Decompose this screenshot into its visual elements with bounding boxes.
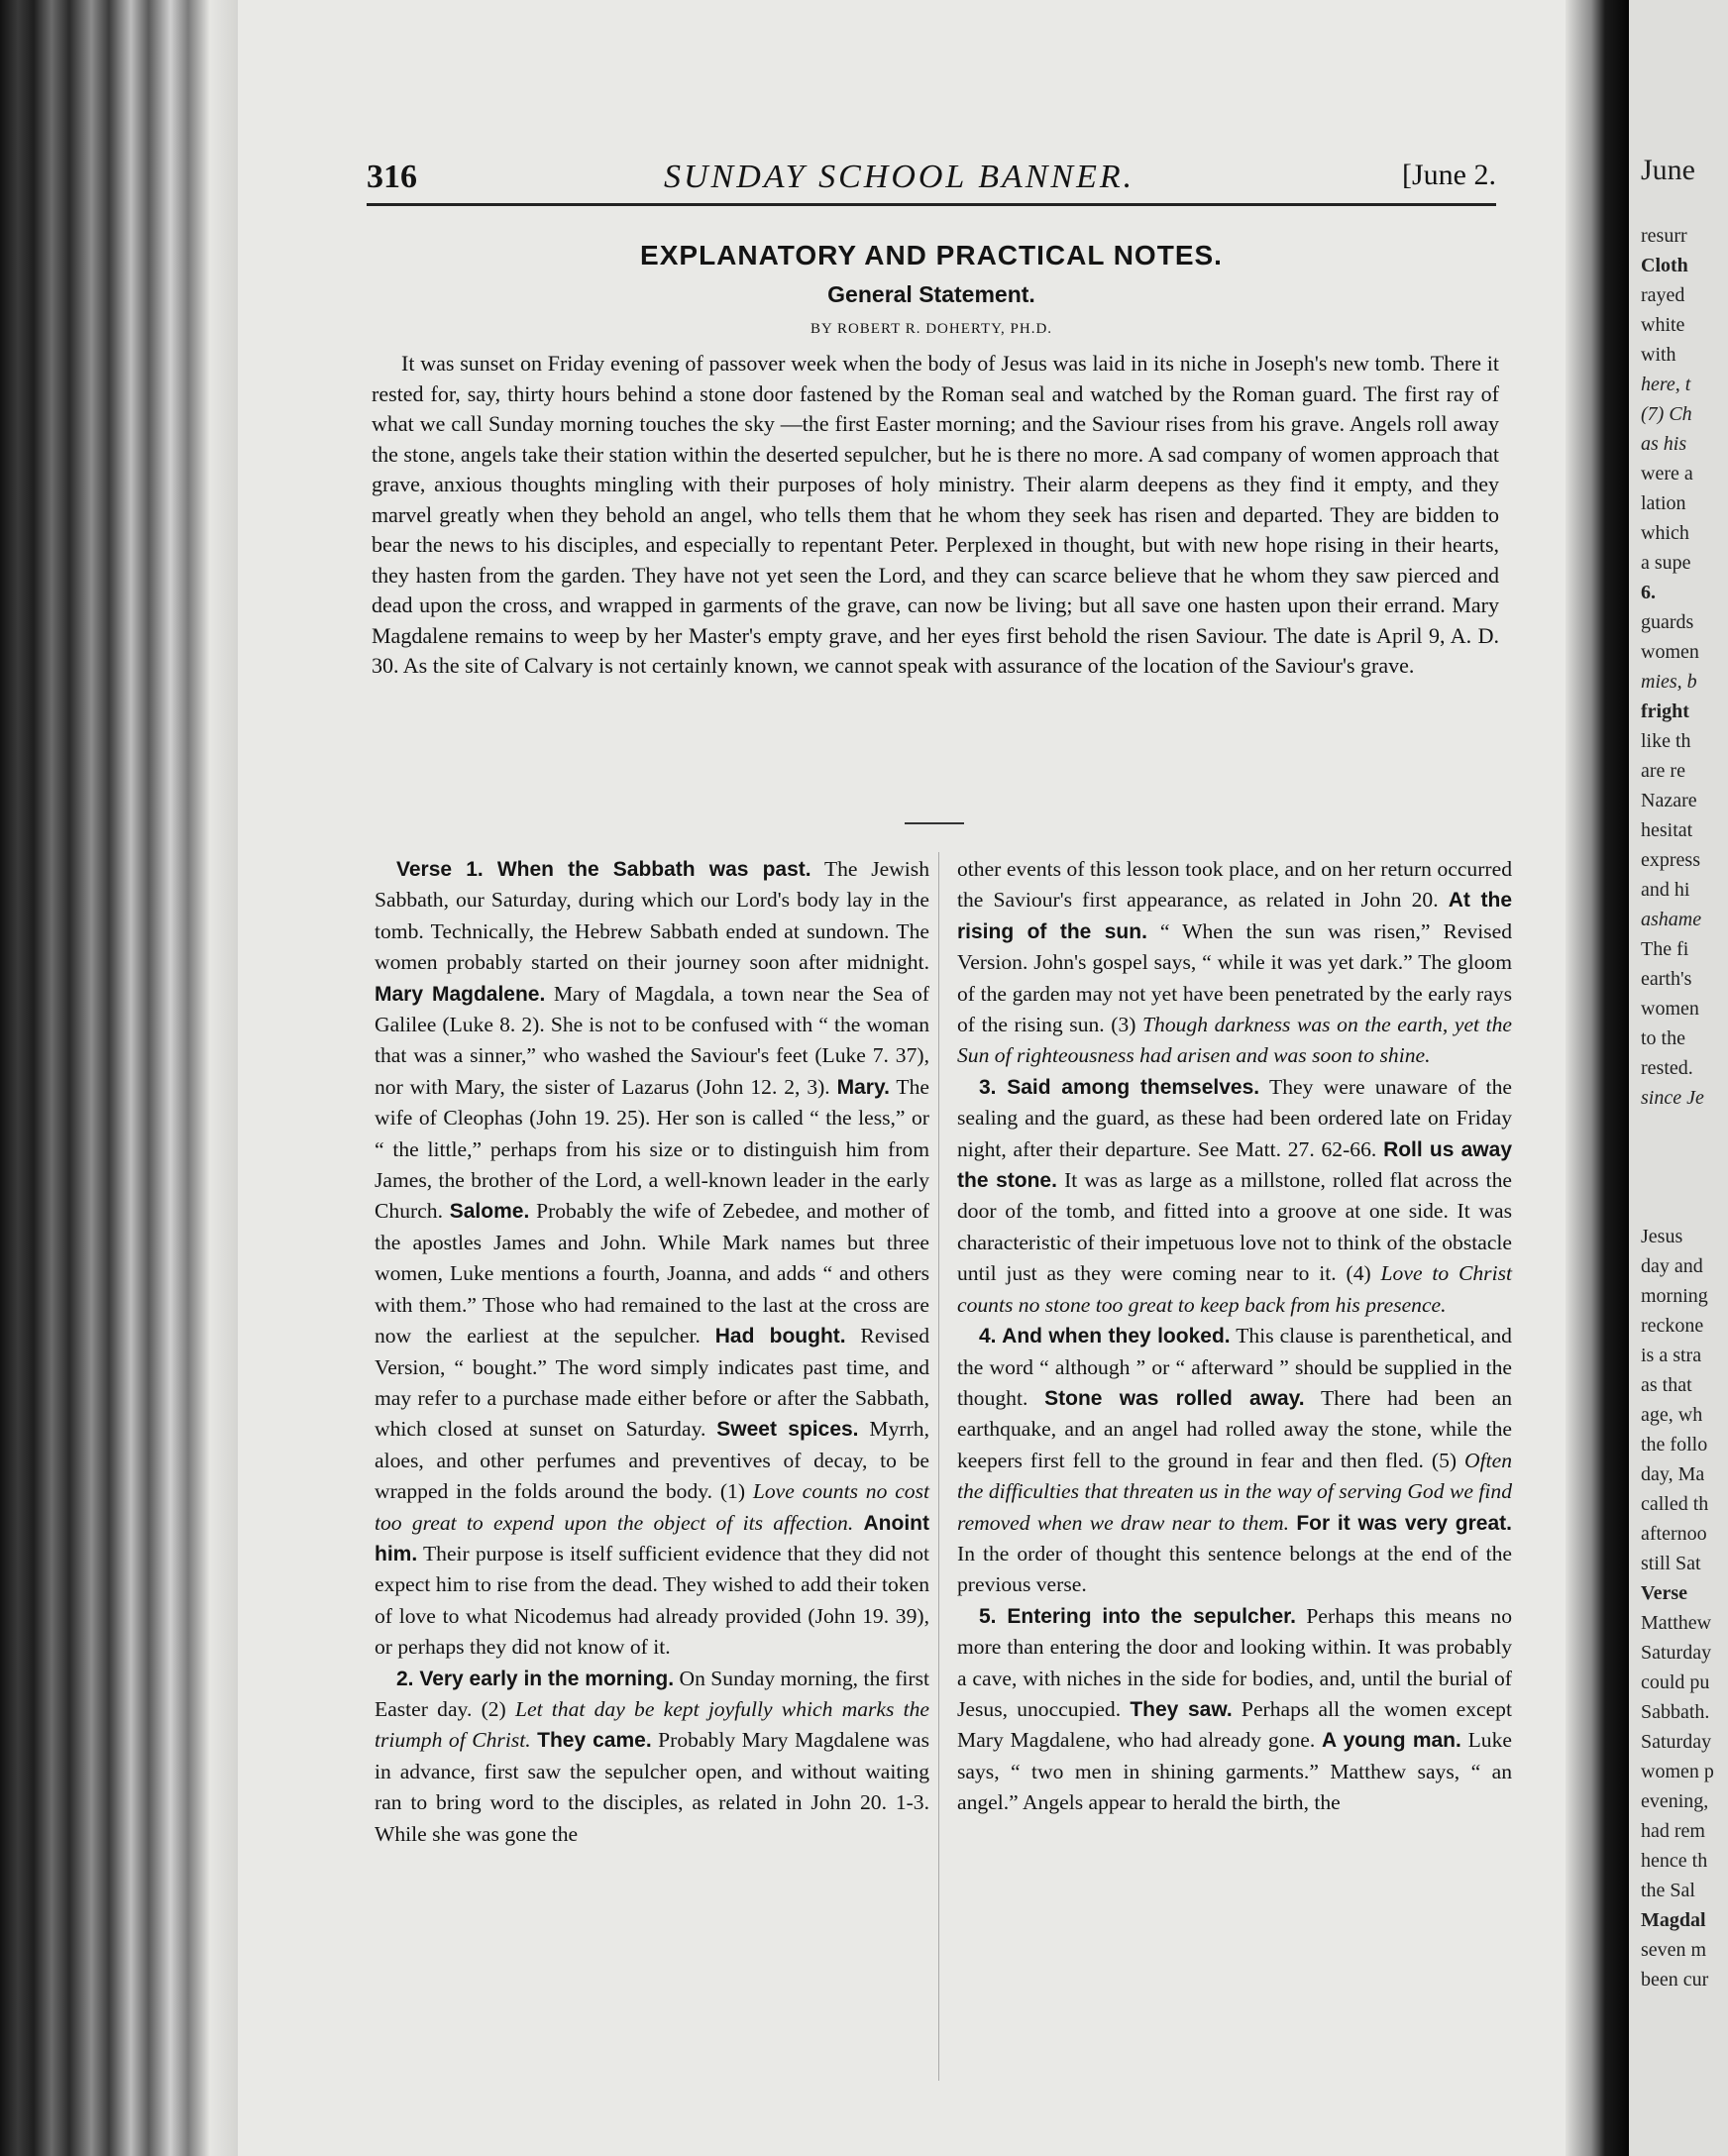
next-page-line: white	[1641, 314, 1685, 336]
term-heading: Had bought.	[714, 1325, 846, 1348]
next-page-line: earth's	[1641, 968, 1692, 990]
term-heading: Roll us away the stone.	[957, 1137, 1512, 1193]
next-page-line: as that	[1641, 1374, 1692, 1396]
next-page-edge	[1629, 0, 1728, 2156]
column-rule	[938, 852, 939, 2081]
next-page-line: 6.	[1641, 582, 1656, 603]
next-page-line: had rem	[1641, 1820, 1705, 1842]
next-page-line: still Sat	[1641, 1553, 1701, 1574]
next-page-line: Cloth	[1641, 255, 1688, 276]
note-text: Revised Version, “ bought.” The word simply indicates past time, and may refer to a purchase made either before or after the Sabbath, which closed at sunset on Saturday.	[375, 1324, 929, 1442]
note-text: other events of this lesson took place, and on her return occurred the Saviour's first appearance, as related in John 20.	[957, 857, 1512, 913]
note-text: Myrrh, aloes, and other perfumes and preventives of decay, to be wrapped in the folds around the body. (1)	[375, 1417, 929, 1504]
next-page-line: Magdal	[1641, 1909, 1706, 1931]
next-page-header: June	[1641, 154, 1695, 186]
practical-lesson: Often the difficulties that threaten us in the way of serving God we find removed when we draw near to them.	[957, 1448, 1512, 1535]
next-page-line: hence th	[1641, 1850, 1708, 1872]
verse-heading: 5. Entering into the sepulcher.	[979, 1604, 1296, 1628]
next-page-line: with	[1641, 344, 1676, 366]
term-heading: For it was very great.	[1296, 1511, 1512, 1535]
next-page-line: morning	[1641, 1285, 1708, 1307]
next-page-line: rayed	[1641, 284, 1685, 306]
note-text: Luke says, “ two men in shining garments.” Matthew says, “ an angel.” Angels appear to herald the birth, the	[957, 1728, 1512, 1815]
next-page-line: Saturday	[1641, 1642, 1712, 1664]
note-text: Perhaps this means no more than entering the door and looking within. It was probably a cave, with niches in the side for bodies, and, until the burial of Jesus, unoccupied.	[957, 1603, 1512, 1721]
next-page-line: as his	[1641, 433, 1687, 455]
note-text: Perhaps all the women except Mary Magdalene, who had already gone.	[957, 1696, 1512, 1753]
note-text: “ When the sun was risen,” Revised Version. John's gospel says, “ while it was yet dark.” The gloom of the garden may not yet have been penetrated by the early rays of the rising sun. (3)	[957, 918, 1513, 1037]
next-page-line: is a stra	[1641, 1345, 1702, 1366]
next-page-line: lation	[1641, 492, 1686, 514]
next-page-line: since Je	[1641, 1087, 1704, 1109]
note-text: Probably the wife of Zebedee, and mother of the apostles James and John. While Mark names but three women, Luke mentions a fourth, Joanna, and adds “ and others with them.” Those who had remained to the last at the cross are now the earliest at the sepulcher.	[375, 1199, 930, 1348]
practical-lesson: Though darkness was on the earth, yet the Sun of righteousness had arisen and was soon to shine.	[957, 1013, 1512, 1068]
term-heading: They came.	[537, 1729, 652, 1753]
note-text: Probably Mary Magdalene was in advance, first saw the sepulcher open, and without waiting ran to bring word to the disciples, as related in John 20. 1-3. While she was gone the	[375, 1728, 929, 1846]
general-statement: It was sunset on Friday evening of passover week when the body of Jesus was laid in its niche in Joseph's new tomb. There it rested for, say, thirty hours behind a stone door fastened by the Roman seal and watched by the Roman guard. The first ray of what we call Sunday morning touches the sky —the first Easter morning; and the Saviour rises from his grave. Angels roll away the stone, angels take their station within the deserted sepulcher, but he is there no more. A sad company of women approach that grave, anxious thoughts mingling with their purposes of holy ministry. Their alarm deepens as they find it empty, and they marvel greatly when they behold an angel, who tells them that he whom they seek has risen and departed. They are bidden to bear the news to his disciples, and especially to repentant Peter. Perplexed in thought, but with new hope rising in their hearts, they hasten from the garden. They have not yet seen the Lord, and they can scarce believe that he whom they saw pierced and dead upon the cross, and wrapped in garments of the grave, can now be living; but all save one hasten upon their errand. Mary Magdalene remains to weep by her Master's empty grave, and her eyes first behold the risen Saviour. The date is April 9, A. D. 30. As the site of Calvary is not certainly known, we cannot speak with assurance of the location of the Saviour's grave.	[372, 351, 1499, 678]
term-heading: A young man.	[1322, 1729, 1461, 1753]
term-heading: They saw.	[1130, 1697, 1233, 1721]
next-page-line: Jesus	[1641, 1226, 1683, 1247]
verse-heading: 3. Said among themselves.	[979, 1075, 1260, 1099]
next-page-line: seven m	[1641, 1939, 1707, 1961]
note-text: There had been an earthquake, and an angel had rolled away the stone, while the keepers first fell to the ground in fear and then fled. (5)	[957, 1385, 1513, 1472]
note-text: It was as large as a millstone, rolled flat across the door of the tomb, and fitted into a groove at one side. It was characteristic of their impetuous love not to think of the obstacle until just as they were coming near to it. (4)	[957, 1168, 1512, 1286]
issue-date: [June 2.	[1402, 159, 1496, 191]
verse-5-note	[957, 1601, 1512, 1819]
next-page-line: been cur	[1641, 1969, 1709, 1991]
next-page-line: guards	[1641, 611, 1694, 633]
next-page-line: reckone	[1641, 1315, 1704, 1337]
next-page-line: fright	[1641, 701, 1689, 722]
term-heading: Sweet spices.	[716, 1418, 859, 1442]
next-page-line: Sabbath.	[1641, 1701, 1710, 1723]
term-heading: Mary Magdalene.	[375, 982, 546, 1006]
article-title: EXPLANATORY AND PRACTICAL NOTES.	[640, 240, 1223, 270]
term-heading: Anoint him.	[375, 1511, 929, 1565]
next-page-line: called th	[1641, 1493, 1709, 1515]
right-column	[957, 854, 1512, 1819]
note-text: Their purpose is itself sufficient evidence that they did not expect him to rise from the dead. They wished to add their token of love to what Nicodemus had already provided (John 19. 39), or perhaps they did not know of it.	[375, 1541, 929, 1660]
verse-heading: 2. Very early in the morning.	[396, 1667, 675, 1690]
practical-lesson: Love counts no cost too great to expend upon the object of its affection.	[375, 1479, 929, 1535]
next-page-line: are re	[1641, 760, 1685, 782]
practical-lesson: Love to Christ counts no stone too great to keep back from his presence.	[957, 1261, 1512, 1317]
next-page-line: Nazare	[1641, 790, 1697, 811]
next-page-line: Matthew	[1641, 1612, 1712, 1634]
note-text: The wife of Cleophas (John 19. 25). Her son is called “ the less,” or “ the little,” perhaps from his size or to distinguish him from James, the brother of the Lord, a well-known leader in the early Church.	[375, 1074, 929, 1224]
term-heading: Stone was rolled away.	[1044, 1386, 1305, 1410]
next-page-line: which	[1641, 522, 1689, 544]
term-heading: Salome.	[449, 1200, 530, 1224]
next-page-line: could pu	[1641, 1671, 1710, 1693]
page-number: 316	[367, 159, 417, 195]
next-page-line: (7) Ch	[1641, 403, 1692, 425]
verse-heading: Verse 1. When the Sabbath was past.	[396, 858, 811, 881]
next-page-line: were a	[1641, 463, 1693, 485]
next-page-line: mies, b	[1641, 671, 1697, 693]
left-column	[375, 854, 929, 1850]
continued-note	[957, 854, 1512, 1072]
verse-heading: 4. And when they looked.	[979, 1325, 1231, 1348]
next-page-line: hesitat	[1641, 819, 1693, 841]
section-divider	[905, 822, 964, 824]
next-page-line: like th	[1641, 730, 1691, 752]
term-heading: At the rising of the sun.	[957, 889, 1513, 943]
verse-4-note	[957, 1321, 1512, 1601]
note-text: Mary of Magdala, a town near the Sea of Galilee (Luke 8. 2). She is not to be confused with “ the woman that was a sinner,” who washed the Saviour's feet (Luke 7. 37), nor with Mary, the sister of Lazarus (John 12. 2, 3).	[375, 981, 929, 1099]
next-page-line: Verse	[1641, 1582, 1688, 1604]
practical-lesson: Let that day be kept joyfully which marks the triumph of Christ.	[375, 1696, 929, 1753]
next-page-line: women p	[1641, 1761, 1714, 1782]
next-page-line: women	[1641, 641, 1699, 663]
verse-2-note	[375, 1664, 929, 1850]
next-page-line: the Sal	[1641, 1880, 1695, 1901]
next-page-line: to the	[1641, 1027, 1685, 1049]
note-text: This clause is parenthetical, and the word “ although ” or “ afterward ” should be supplied in the thought.	[957, 1324, 1512, 1410]
next-page-line: a supe	[1641, 552, 1691, 574]
term-heading: Mary.	[836, 1075, 890, 1099]
next-page-line: here, t	[1641, 374, 1691, 395]
note-text: The Jewish Sabbath, our Saturday, during which our Lord's body lay in the tomb. Technically, the Hebrew Sabbath ended at sundown. The women probably started on their journey soon after midnight.	[375, 857, 929, 975]
article-byline: BY ROBERT R. DOHERTY, PH.D.	[810, 321, 1053, 337]
running-title: SUNDAY SCHOOL BANNER.	[664, 159, 1135, 195]
next-page-line: day and	[1641, 1255, 1703, 1277]
next-page-line: Saturday	[1641, 1731, 1712, 1753]
header-rule	[367, 203, 1496, 206]
next-page-line: evening,	[1641, 1790, 1709, 1812]
next-page-line: resurr	[1641, 225, 1687, 247]
verse-1-note	[375, 854, 929, 1664]
next-page-line: day, Ma	[1641, 1463, 1705, 1485]
next-page-line: age, wh	[1641, 1404, 1703, 1426]
next-page-line: the follo	[1641, 1434, 1708, 1455]
running-header	[367, 159, 1496, 198]
note-text: In the order of thought this sentence belongs at the end of the previous verse.	[957, 1541, 1512, 1597]
note-text: On Sunday morning, the first Easter day. (2)	[375, 1666, 930, 1721]
verse-3-note	[957, 1072, 1512, 1321]
next-page-line: afternoo	[1641, 1523, 1707, 1545]
next-page-line: The fi	[1641, 938, 1689, 960]
book-gutter	[1566, 0, 1629, 2156]
book-binding	[0, 0, 238, 2156]
next-page-line: women	[1641, 998, 1699, 1020]
article-subtitle: General Statement.	[827, 281, 1035, 307]
note-text: They were unaware of the sealing and the guard, as these had been ordered late on Friday night, after their departure. See Matt. 27. 62-66.	[957, 1074, 1512, 1161]
next-page-line: express	[1641, 849, 1700, 871]
next-page-line: and hi	[1641, 879, 1690, 901]
next-page-line: ashame	[1641, 909, 1702, 930]
next-page-line: rested.	[1641, 1057, 1693, 1079]
